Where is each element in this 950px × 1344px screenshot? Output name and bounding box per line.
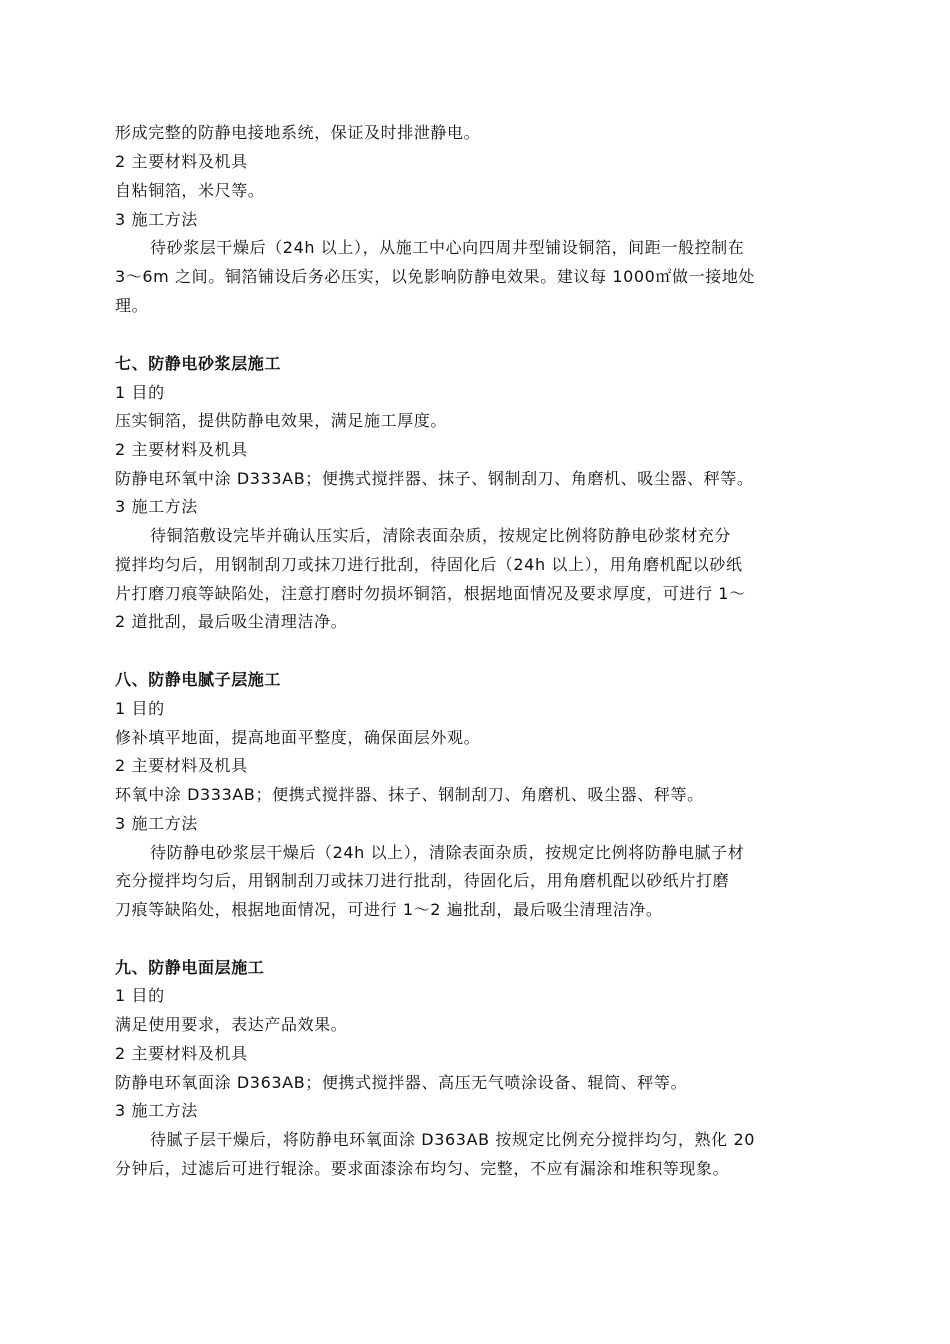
method-line: 2 道批刮，最后吸尘清理洁净。 <box>115 612 348 631</box>
method-line: 待砂浆层干燥后（24h 以上），从施工中心向四周井型铺设铜箔，间距一般控制在 <box>150 238 745 257</box>
purpose-heading: 1 目的 <box>115 699 165 718</box>
method-heading: 3 施工方法 <box>115 1101 198 1120</box>
purpose-heading: 1 目的 <box>115 986 165 1005</box>
materials-text: 自粘铜箔，米尺等。 <box>115 181 265 200</box>
section-title: 七、防静电砂浆层施工 <box>115 354 282 373</box>
method-line: 刀痕等缺陷处，根据地面情况，可进行 1～2 遍批刮，最后吸尘清理洁净。 <box>115 900 663 919</box>
intro-paragraph: 形成完整的防静电接地系统，保证及时排泄静电。 <box>115 123 481 142</box>
section-title: 九、防静电面层施工 <box>115 958 265 977</box>
method-line: 片打磨刀痕等缺陷处，注意打磨时勿损坏铜箔，根据地面情况及要求厚度，可进行 1～ <box>115 584 746 603</box>
method-heading: 3 施工方法 <box>115 210 198 229</box>
method-line: 理。 <box>115 296 149 315</box>
materials-heading: 2 主要材料及机具 <box>115 756 248 775</box>
section-title: 八、防静电腻子层施工 <box>115 670 282 689</box>
method-line: 充分搅拌均匀后，用钢制刮刀或抹刀进行批刮，待固化后，用角磨机配以砂纸片打磨 <box>115 871 730 890</box>
method-heading: 3 施工方法 <box>115 497 198 516</box>
materials-text: 防静电环氧中涂 D333AB；便携式搅拌器、抹子、钢制刮刀、角磨机、吸尘器、秤等。 <box>115 469 754 488</box>
purpose-text: 满足使用要求，表达产品效果。 <box>115 1015 348 1034</box>
method-line: 分钟后，过滤后可进行辊涂。要求面漆涂布均匀、完整，不应有漏涂和堆积等现象。 <box>115 1159 730 1178</box>
method-line: 3～6m 之间。铜箔铺设后务必压实，以免影响防静电效果。建议每 1000㎡做一接地处 <box>115 267 756 286</box>
materials-text: 防静电环氧面涂 D363AB；便携式搅拌器、高压无气喷涂设备、辊筒、秤等。 <box>115 1073 688 1092</box>
purpose-text: 压实铜箔，提供防静电效果，满足施工厚度。 <box>115 411 448 430</box>
method-line: 待防静电砂浆层干燥后（24h 以上），清除表面杂质，按规定比例将防静电腻子材 <box>150 843 745 862</box>
method-line: 待铜箔敷设完毕并确认压实后，清除表面杂质，按规定比例将防静电砂浆材充分 <box>150 526 732 545</box>
method-line: 搅拌均匀后，用钢制刮刀或抹刀进行批刮，待固化后（24h 以上），用角磨机配以砂纸 <box>115 555 743 574</box>
method-line: 待腻子层干燥后，将防静电环氧面涂 D363AB 按规定比例充分搅拌均匀，熟化 20 <box>150 1130 755 1149</box>
purpose-text: 修补填平地面，提高地面平整度，确保面层外观。 <box>115 728 481 747</box>
materials-heading: 2 主要材料及机具 <box>115 1044 248 1063</box>
materials-heading: 2 主要材料及机具 <box>115 440 248 459</box>
materials-heading: 2 主要材料及机具 <box>115 152 248 171</box>
materials-text: 环氧中涂 D333AB；便携式搅拌器、抹子、钢制刮刀、角磨机、吸尘器、秤等。 <box>115 785 704 804</box>
method-heading: 3 施工方法 <box>115 814 198 833</box>
purpose-heading: 1 目的 <box>115 383 165 402</box>
